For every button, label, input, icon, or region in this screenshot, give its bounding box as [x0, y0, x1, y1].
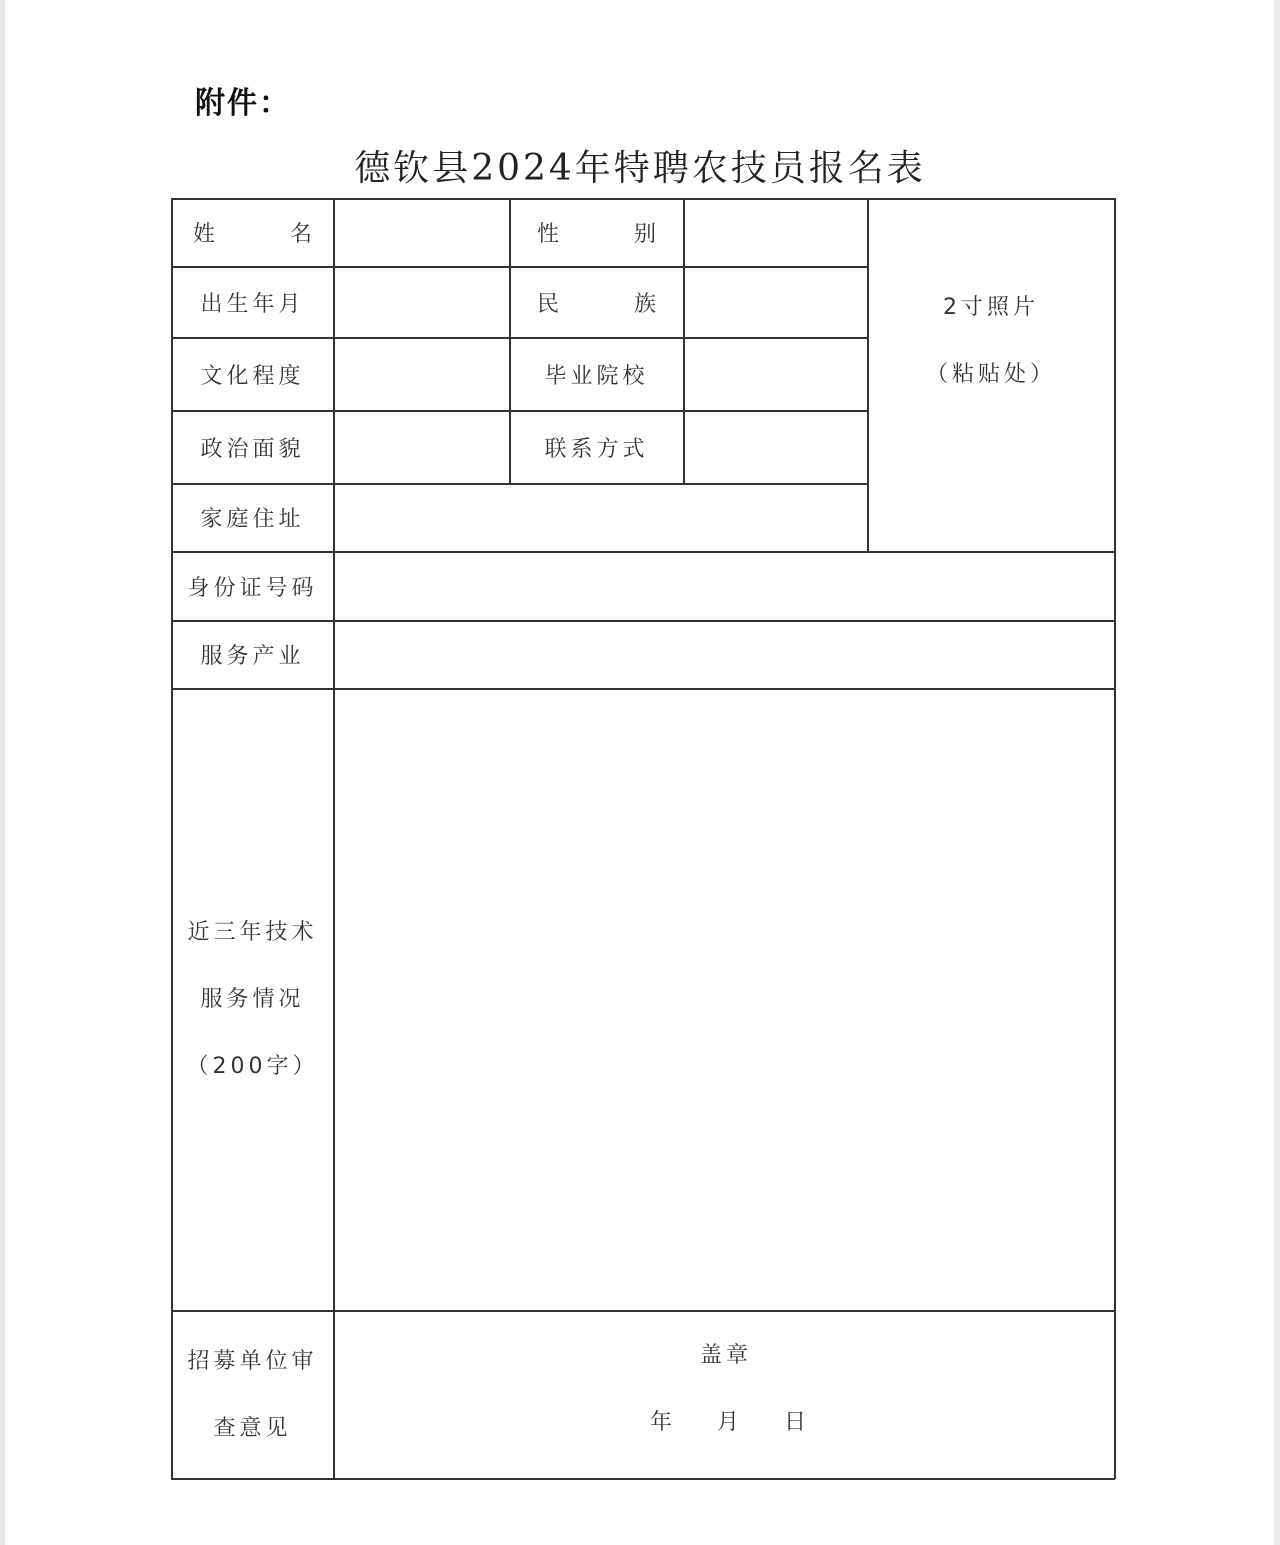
service-history-line3: （200字） — [186, 1054, 319, 1079]
review-opinion-label — [172, 1311, 333, 1478]
service-history-field[interactable] — [334, 689, 1114, 1310]
address-field[interactable] — [334, 484, 867, 551]
service-history-label — [172, 689, 333, 1310]
name-label — [172, 199, 346, 266]
id-number-label: 身份证号码 — [187, 575, 318, 601]
attachment-label: 附件： — [195, 86, 291, 121]
gender-label — [510, 199, 690, 266]
ethnicity-label — [510, 267, 690, 337]
birth-label: 出生年月 — [200, 291, 305, 317]
contact-field[interactable] — [684, 411, 867, 483]
industry-label: 服务产业 — [200, 644, 305, 669]
school-label: 毕业院校 — [544, 363, 649, 389]
address-label: 家庭住址 — [200, 507, 305, 532]
id-number-field[interactable] — [334, 552, 1114, 620]
ethnicity-label-text: 民 族 — [537, 291, 690, 317]
date-day: 日 — [783, 1410, 810, 1435]
name-label-text: 姓 名 — [193, 222, 346, 247]
school-field[interactable] — [684, 338, 867, 410]
seal-text: 盖章 — [700, 1343, 753, 1368]
name-field[interactable] — [334, 199, 509, 266]
ethnicity-field[interactable] — [684, 267, 867, 337]
birth-field[interactable] — [334, 267, 509, 337]
politics-field[interactable] — [334, 411, 509, 483]
review-opinion-line2: 查意见 — [213, 1415, 292, 1441]
page-right-edge — [1274, 0, 1280, 1545]
gender-field[interactable] — [684, 199, 867, 266]
contact-label: 联系方式 — [544, 436, 649, 462]
service-history-line2: 服务情况 — [200, 987, 305, 1012]
education-field[interactable] — [334, 338, 509, 410]
table-border-bottom — [171, 1478, 1115, 1480]
industry-field[interactable] — [334, 621, 1114, 688]
form-title: 德钦县2024年特聘农技员报名表 — [354, 148, 926, 189]
photo-paste-text: （粘贴处） — [925, 362, 1056, 387]
page-left-edge — [0, 0, 5, 1545]
politics-label: 政治面貌 — [200, 436, 305, 462]
photo-size-text: 2寸照片 — [943, 295, 1039, 320]
table-border-right — [1114, 198, 1116, 1479]
date-line — [650, 1412, 810, 1434]
date-month: 月 — [716, 1410, 743, 1435]
gender-label-text: 性 别 — [537, 222, 690, 247]
date-year: 年 — [650, 1410, 677, 1435]
review-opinion-field[interactable] — [334, 1311, 1114, 1478]
review-opinion-line1: 招募单位审 — [187, 1348, 318, 1374]
photo-placeholder[interactable] — [868, 199, 1114, 483]
service-history-line1: 近三年技术 — [187, 920, 318, 945]
education-label: 文化程度 — [200, 363, 305, 389]
